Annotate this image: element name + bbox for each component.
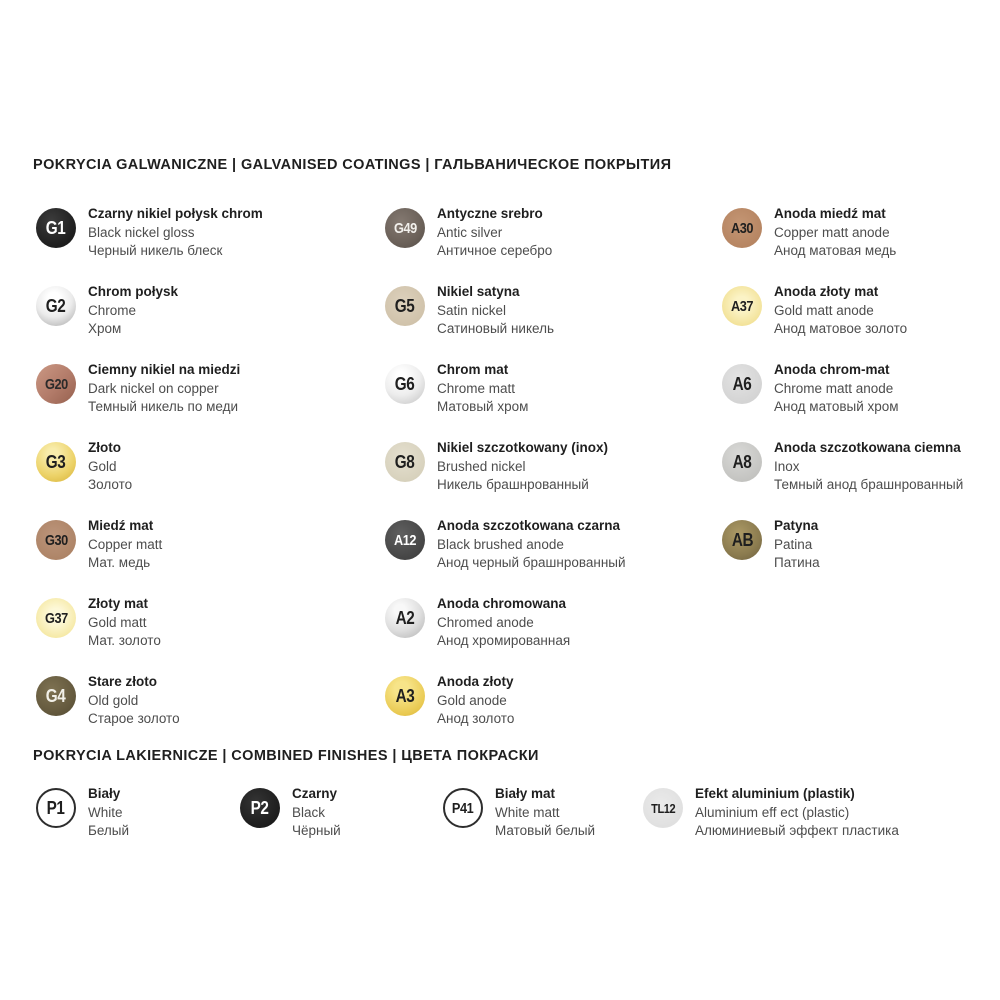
finish-name-ru: Матовый хром bbox=[437, 399, 529, 414]
finish-swatch-TL12 bbox=[643, 788, 683, 828]
finish-name-pl: Anoda szczotkowana czarna bbox=[437, 518, 621, 533]
finish-swatch-G6 bbox=[385, 364, 425, 404]
finish-name-pl: Anoda złoty bbox=[437, 674, 514, 689]
finish-labels bbox=[437, 278, 554, 339]
finish-name-en: Antic silver bbox=[437, 224, 503, 240]
finish-name-pl: Złoto bbox=[88, 440, 121, 455]
finish-code-label: G2 bbox=[46, 296, 66, 316]
finish-name-ru: Никель брашнрованный bbox=[437, 477, 589, 492]
finish-name-en: White matt bbox=[495, 804, 560, 820]
finish-name-pl: Patyna bbox=[774, 518, 819, 533]
finish-item-G8 bbox=[385, 434, 722, 512]
finish-code-label: A2 bbox=[395, 608, 415, 628]
finish-name-ru: Анод матовая медь bbox=[774, 243, 897, 258]
section-title-galvanised-coatings: POKRYCIA GALWANICZNE | GALVANISED COATINGS | ГАЛЬВАНИЧЕСКОЕ ПОКРЫТИЯ bbox=[33, 157, 672, 173]
finish-item-G37 bbox=[36, 590, 385, 668]
finish-item-G20 bbox=[36, 356, 385, 434]
finish-item-G3 bbox=[36, 434, 385, 512]
finish-name-pl: Złoty mat bbox=[88, 596, 149, 611]
finish-labels bbox=[695, 780, 899, 841]
finish-swatch-G4 bbox=[36, 676, 76, 716]
finish-name-ru: Старое золото bbox=[88, 711, 180, 726]
finish-code-label: G49 bbox=[393, 219, 417, 237]
finish-name-pl: Anoda chrom-mat bbox=[774, 362, 890, 377]
finish-name-pl: Anoda miedź mat bbox=[774, 206, 886, 221]
finish-name-pl: Anoda chromowana bbox=[437, 596, 567, 611]
finish-name-en: Black nickel gloss bbox=[88, 224, 195, 240]
finish-name-en: Gold anode bbox=[437, 692, 507, 708]
finish-code-label: A37 bbox=[730, 297, 754, 315]
finish-name-pl: Biały bbox=[88, 786, 121, 801]
finish-swatch-A8 bbox=[722, 442, 762, 482]
finish-code-label: AB bbox=[731, 530, 753, 550]
finish-name-ru: Темный никель по меди bbox=[88, 399, 238, 414]
finish-labels bbox=[88, 356, 240, 417]
finish-labels bbox=[437, 356, 528, 417]
finish-item-TL12 bbox=[643, 780, 1000, 841]
finish-item-A6 bbox=[722, 356, 1000, 434]
finish-swatch-G30 bbox=[36, 520, 76, 560]
finish-swatch-G49 bbox=[385, 208, 425, 248]
finish-name-ru: Золото bbox=[88, 477, 133, 492]
finish-name-en: Copper matt bbox=[88, 536, 163, 552]
finish-swatch-G5 bbox=[385, 286, 425, 326]
finish-name-ru: Мат. золото bbox=[88, 633, 161, 648]
finish-swatch-A30 bbox=[722, 208, 762, 248]
finish-labels bbox=[88, 200, 263, 261]
finish-name-en: Patina bbox=[774, 536, 813, 552]
finish-code-label: G8 bbox=[395, 452, 415, 472]
finish-name-en: Black bbox=[292, 804, 326, 820]
finish-item-AB bbox=[722, 512, 1000, 590]
finish-code-label: G3 bbox=[46, 452, 66, 472]
finish-name-pl: Efekt aluminium (plastik) bbox=[695, 786, 855, 801]
finish-name-pl: Nikiel szczotkowany (inox) bbox=[437, 440, 609, 455]
finish-swatch-AB bbox=[722, 520, 762, 560]
finish-name-ru: Темный анод брашнрованный bbox=[774, 477, 964, 492]
finish-name-pl: Chrom połysk bbox=[88, 284, 179, 299]
finish-name-ru: Анод матовое золото bbox=[774, 321, 908, 336]
finish-item-P2 bbox=[240, 780, 443, 841]
finish-swatch-P2 bbox=[240, 788, 280, 828]
finish-name-en: Chrome bbox=[88, 302, 137, 318]
finish-code-label: G4 bbox=[46, 686, 66, 706]
finish-name-ru: Анод черный брашнрованный bbox=[437, 555, 626, 570]
finish-name-en: Gold matt anode bbox=[774, 302, 874, 318]
finish-labels bbox=[88, 512, 162, 573]
finish-item-A37 bbox=[722, 278, 1000, 356]
finish-labels bbox=[437, 434, 608, 495]
finish-name-en: Gold matt bbox=[88, 614, 147, 630]
finish-labels bbox=[774, 512, 820, 573]
finish-item-G2 bbox=[36, 278, 385, 356]
finish-code-label: A6 bbox=[732, 374, 752, 394]
finish-item-P41 bbox=[443, 780, 643, 841]
finish-labels bbox=[88, 668, 180, 729]
finish-name-pl: Miedź mat bbox=[88, 518, 154, 533]
finish-name-ru: Сатиновый никель bbox=[437, 321, 554, 336]
finish-swatch-A37 bbox=[722, 286, 762, 326]
finish-labels bbox=[88, 278, 178, 339]
finish-labels bbox=[774, 278, 907, 339]
finish-code-label: G6 bbox=[395, 374, 415, 394]
finish-labels bbox=[437, 200, 552, 261]
finish-labels bbox=[292, 780, 341, 841]
finish-labels bbox=[88, 434, 132, 495]
finish-swatch-G3 bbox=[36, 442, 76, 482]
finish-name-ru: Мат. медь bbox=[88, 555, 151, 570]
finish-name-en: Satin nickel bbox=[437, 302, 507, 318]
finish-name-pl: Antyczne srebro bbox=[437, 206, 543, 221]
finish-labels bbox=[88, 780, 129, 841]
finish-item-G5 bbox=[385, 278, 722, 356]
finish-name-ru: Анод золото bbox=[437, 711, 515, 726]
finish-code-label: G5 bbox=[395, 296, 415, 316]
finish-swatch-A2 bbox=[385, 598, 425, 638]
finish-labels bbox=[774, 356, 899, 417]
finish-swatch-G20 bbox=[36, 364, 76, 404]
finish-name-pl: Chrom mat bbox=[437, 362, 509, 377]
finish-swatch-G37 bbox=[36, 598, 76, 638]
finish-name-pl: Nikiel satyna bbox=[437, 284, 520, 299]
finish-labels bbox=[437, 668, 514, 729]
finish-labels bbox=[437, 512, 626, 573]
finish-name-ru: Алюминиевый эффект пластика bbox=[695, 823, 899, 838]
finish-item-A2 bbox=[385, 590, 722, 668]
finish-name-en: Old gold bbox=[88, 692, 139, 708]
finish-item-G1 bbox=[36, 200, 385, 278]
finish-name-pl: Czarny bbox=[292, 786, 338, 801]
finish-name-ru: Белый bbox=[88, 823, 130, 838]
finish-name-en: Gold bbox=[88, 458, 117, 474]
finish-code-label: A12 bbox=[393, 531, 417, 549]
finish-item-G4 bbox=[36, 668, 385, 746]
finish-name-en: Inox bbox=[774, 458, 800, 474]
finish-labels bbox=[774, 200, 896, 261]
finish-name-en: Chrome matt anode bbox=[774, 380, 894, 396]
finish-swatch-G1 bbox=[36, 208, 76, 248]
finish-name-en: Chrome matt bbox=[437, 380, 516, 396]
finish-name-ru: Чёрный bbox=[292, 823, 341, 838]
finish-name-en: Aluminium eff ect (plastic) bbox=[695, 804, 850, 820]
finish-swatch-P1 bbox=[36, 788, 76, 828]
finish-code-label: G30 bbox=[44, 531, 68, 549]
finish-code-label: TL12 bbox=[650, 800, 676, 816]
finish-swatch-A12 bbox=[385, 520, 425, 560]
finish-item-A8 bbox=[722, 434, 1000, 512]
finish-swatch-P41 bbox=[443, 788, 483, 828]
finish-name-ru: Анод хромированная bbox=[437, 633, 571, 648]
finish-name-ru: Античное серебро bbox=[437, 243, 553, 258]
finish-name-ru: Анод матовый хром bbox=[774, 399, 899, 414]
finish-item-G49 bbox=[385, 200, 722, 278]
finish-code-label: G37 bbox=[44, 609, 68, 627]
finish-code-label: G1 bbox=[46, 218, 66, 238]
finish-labels bbox=[774, 434, 963, 495]
galvanised-coatings-grid bbox=[36, 200, 1000, 746]
finish-item-A30 bbox=[722, 200, 1000, 278]
finish-swatch-A6 bbox=[722, 364, 762, 404]
finish-name-en: White bbox=[88, 804, 123, 820]
finish-item-A12 bbox=[385, 512, 722, 590]
finish-name-pl: Biały mat bbox=[495, 786, 556, 801]
finish-name-en: Dark nickel on copper bbox=[88, 380, 219, 396]
finish-item-G30 bbox=[36, 512, 385, 590]
finish-swatch-G2 bbox=[36, 286, 76, 326]
finish-labels bbox=[437, 590, 570, 651]
finish-item-G6 bbox=[385, 356, 722, 434]
section-title-combined-finishes: POKRYCIA LAKIERNICZE | COMBINED FINISHES | ЦВЕТА ПОКРАСКИ bbox=[33, 748, 539, 764]
finish-swatch-A3 bbox=[385, 676, 425, 716]
finish-name-pl: Czarny nikiel połysk chrom bbox=[88, 206, 263, 221]
finish-name-ru: Патина bbox=[774, 555, 820, 570]
finish-code-label: P1 bbox=[47, 798, 65, 818]
finish-item-A3 bbox=[385, 668, 722, 746]
finish-name-en: Black brushed anode bbox=[437, 536, 564, 552]
finish-labels bbox=[495, 780, 595, 841]
finish-name-pl: Anoda szczotkowana ciemna bbox=[774, 440, 961, 455]
finish-name-ru: Черный никель блеск bbox=[88, 243, 223, 258]
finish-name-ru: Хром bbox=[88, 321, 122, 336]
finish-name-pl: Stare złoto bbox=[88, 674, 158, 689]
finish-code-label: A3 bbox=[395, 686, 415, 706]
finish-code-label: P2 bbox=[251, 798, 269, 818]
finish-name-en: Copper matt anode bbox=[774, 224, 890, 240]
combined-finishes-grid bbox=[36, 780, 1000, 841]
finish-name-pl: Ciemny nikiel na miedzi bbox=[88, 362, 241, 377]
finish-code-label: A8 bbox=[732, 452, 752, 472]
finish-name-en: Chromed anode bbox=[437, 614, 534, 630]
finish-code-label: A30 bbox=[730, 219, 754, 237]
finish-code-label: G20 bbox=[44, 375, 68, 393]
finish-name-en: Brushed nickel bbox=[437, 458, 526, 474]
finish-labels bbox=[88, 590, 161, 651]
finish-item-P1 bbox=[36, 780, 240, 841]
finish-name-pl: Anoda złoty mat bbox=[774, 284, 879, 299]
finish-name-ru: Матовый белый bbox=[495, 823, 596, 838]
finish-swatch-G8 bbox=[385, 442, 425, 482]
finish-code-label: P41 bbox=[452, 799, 474, 817]
